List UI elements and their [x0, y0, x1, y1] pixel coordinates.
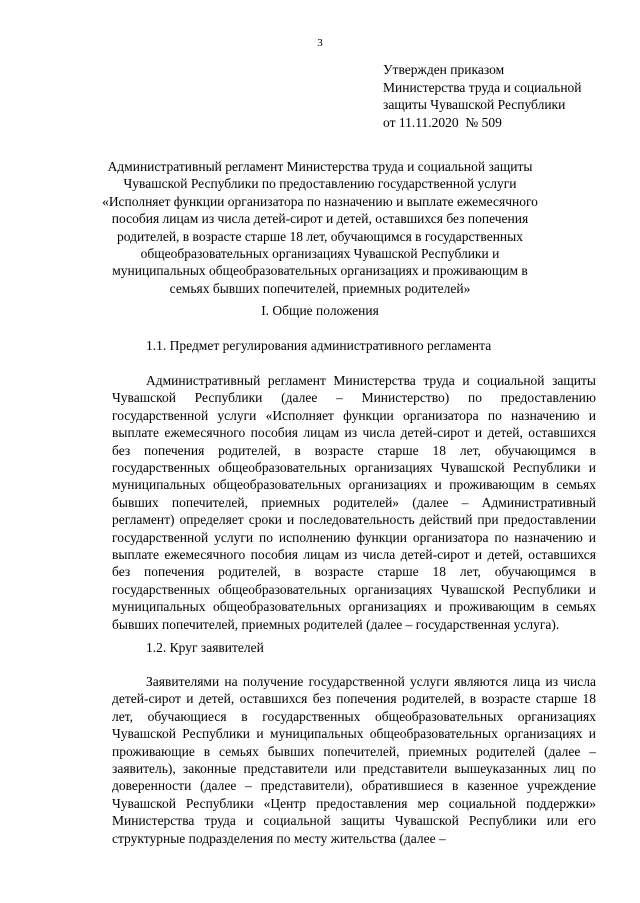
paragraph: Административный регламент Министерства труда и социальной защиты Чувашской Республики (далее – Министерство) по предоставлению государственной услуги «Исполняет функции организатора по назначению и выплате ежемесячного пособия лицам из числа детей-сирот и детей, оставшихся без попечения родителей, в возрасте старше 18 лет, обучающимся в государственных общеобразовательных организациях Чувашской Республики и муниципальных общеобразовательных организациях и проживающим в семьях бывших попечителей, приемных родителей» (далее – Административный регламент) определяет сроки и последовательность действий при предоставлении государственной услуги по исполнению функции организатора по назначению и выплате ежемесячного пособия лицам из числа детей-сирот и детей, оставшихся без попечения родителей, в возрасте старше 18 лет, обучающимся в государственных общеобразовательных организациях Чувашской Республики и муниципальных общеобразовательных организациях и проживающим в семьях бывших попечителей, приемных родителей (далее – государственная услуга).: [112, 373, 596, 632]
document-title: Административный регламент Министерства труда и социальной защиты Чувашской Республики по предоставлению государственной услуги «Исполняет функции организатора по назначению и выплате ежемесячного пособия лицам из числа детей-сирот и детей, оставшихся без попечения родителей, в возрасте старше 18 лет, обучающимся в государственных общеобразовательных организациях Чувашской Республики и муниципальных общеобразовательных организациях и проживающим в семьях бывших попечителей, приемных родителей»: [102, 159, 538, 296]
approval-stamp: [383, 61, 623, 131]
approval-line: защиты Чувашской Республики: [383, 97, 566, 112]
approval-line: Утвержден приказом: [383, 62, 505, 77]
approval-line: Министерства труда и социальной: [383, 79, 582, 95]
section-heading: I. Общие положения: [261, 303, 379, 318]
approval-date-line: от 11.11.2020 № 509: [383, 114, 502, 130]
page-number: 3: [317, 37, 323, 49]
subsection-heading: 1.2. Круг заявителей: [146, 640, 264, 655]
paragraph: Заявителями на получение государственной услуги являются лица из числа детей-сирот и детей, оставшихся без попечения родителей, в возрасте старше 18 лет, обучающиеся в государственных общеобразовательных организациях Чувашской Республики и муниципальных общеобразовательных организациях и проживающие в семьях бывших попечителей, приемных родителей (далее – заявитель), законные представители или представители вышеуказанных лиц по доверенности (далее – представители), обратившиеся в казенное учреждение Чувашской Республики «Центр предоставления мер социальной поддержки» Министерства труда и социальной защиты Чувашской Республики или его структурные подразделения по месту жительства (далее –: [112, 674, 596, 846]
subsection-heading: 1.1. Предмет регулирования административного регламента: [146, 338, 492, 353]
